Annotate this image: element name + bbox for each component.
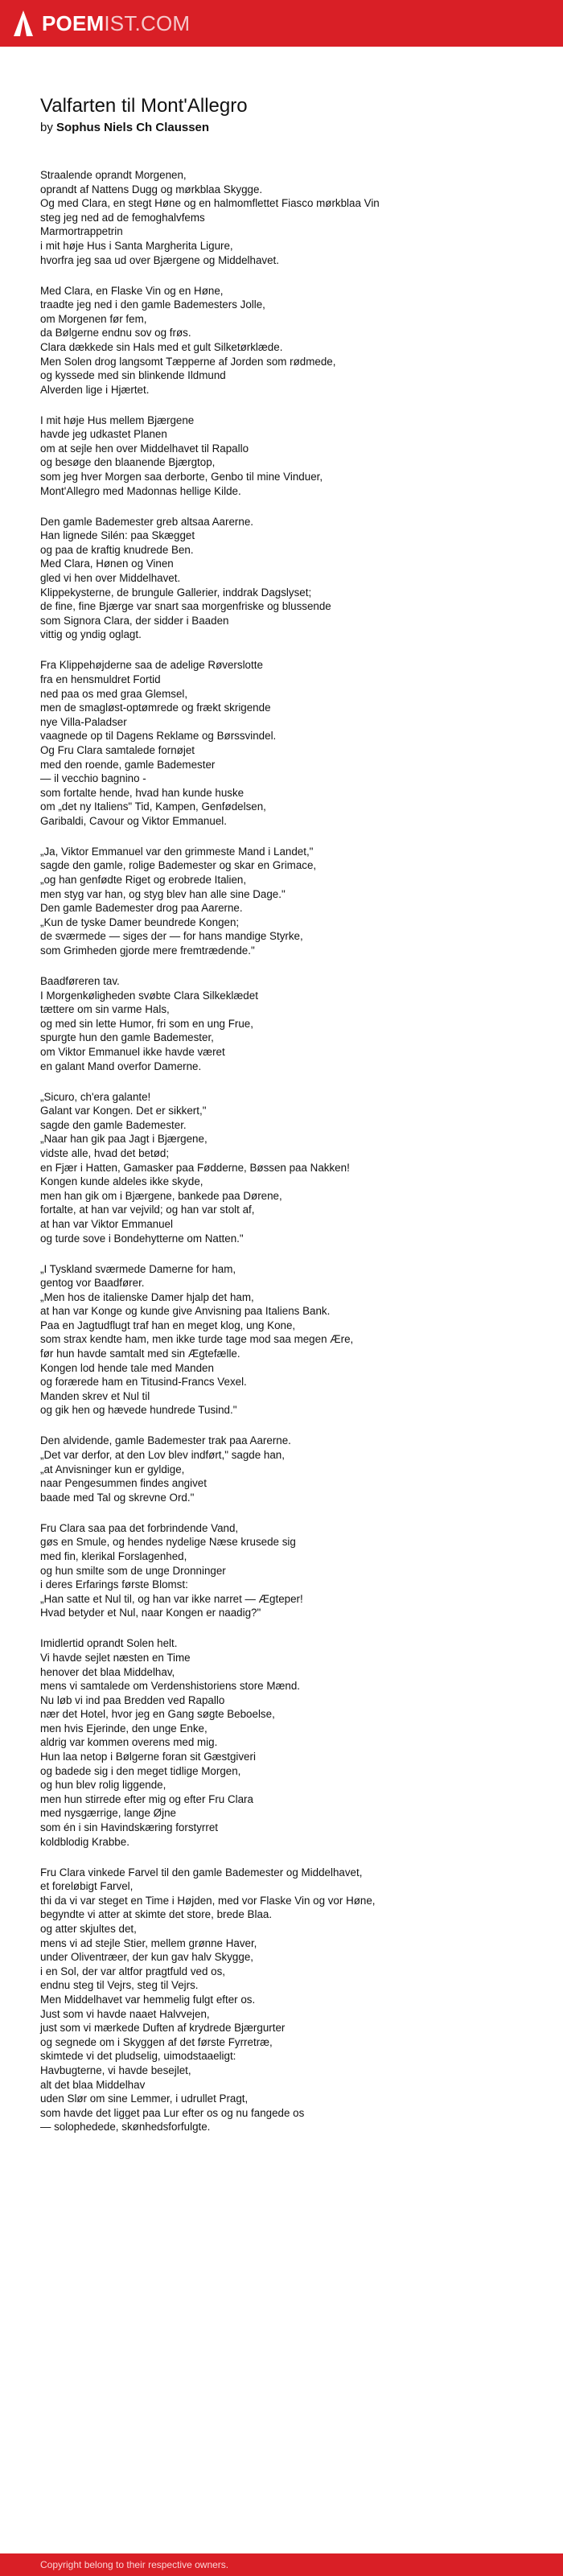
- poem-line: hvorfra jeg saa ud over Bjærgene og Middelhavet.: [40, 253, 280, 266]
- poem-line: men hvis Ejerinde, den unge Enke,: [40, 1722, 208, 1734]
- poem-line: fra en hensmuldret Fortid: [40, 673, 161, 685]
- poem-line: under Oliventræer, der kun gav halv Skygge,: [40, 1951, 253, 1964]
- poem-line: at han var Konge og kunde give Anvisning paa Italiens Bank.: [40, 1305, 331, 1318]
- poem-line: „Kun de tyske Damer beundrede Kongen;: [40, 916, 240, 928]
- poem-stanza: [40, 1636, 539, 1849]
- poem-line: men styg var han, og styg blev han alle sine Dage.": [40, 887, 286, 900]
- poem-line: „Det var derfor, at den Lov blev indført," sagde han,: [40, 1449, 285, 1462]
- poem-line: en galant Mand overfor Damerne.: [40, 1060, 202, 1072]
- poem-line: Galant var Kongen. Det er sikkert,": [40, 1105, 207, 1117]
- poem-line: koldblodig Krabbe.: [40, 1835, 129, 1848]
- poem-line: Garibaldi, Cavour og Viktor Emmanuel.: [40, 814, 227, 827]
- poem-line: Fru Clara saa paa det forbrindende Vand,: [40, 1521, 239, 1534]
- poem-line: Clara dækkede sin Hals med et gult Silketørklæde.: [40, 340, 283, 353]
- poem-line: Imidlertid oprandt Solen helt.: [40, 1637, 178, 1650]
- poem-line: som havde det ligget paa Lur efter os og nu fangede os: [40, 2106, 305, 2119]
- poem-line: Fru Clara vinkede Farvel til den gamle Bademester og Middelhavet,: [40, 1866, 363, 1879]
- poem-line: Den gamle Bademester drog paa Aarerne.: [40, 902, 243, 915]
- poem-line: og med sin lette Humor, fri som en ung Frue,: [40, 1017, 253, 1030]
- poem-line: og gik hen og hævede hundrede Tusind.": [40, 1404, 237, 1417]
- poem-stanza: [40, 1262, 539, 1418]
- poem-line: i en Sol, der var altfor pragtfuld ved os,: [40, 1965, 225, 1977]
- poem-line: Straalende oprandt Morgenen,: [40, 169, 187, 181]
- poem-line: „Han satte et Nul til, og han var ikke narret — Ægteper!: [40, 1592, 303, 1605]
- poem-line: begyndte vi atter at skimte det store, brede Blaa.: [40, 1908, 273, 1921]
- poem-line: en Fjær i Hatten, Gamasker paa Fødderne, Bøssen paa Nakken!: [40, 1161, 350, 1174]
- poem-line: men de smagløst-optømrede og frækt skrigende: [40, 702, 271, 714]
- poem-line: I Morgenkøligheden svøbte Clara Silkeklædet: [40, 989, 258, 1002]
- poem-line: om Morgenen før fem,: [40, 312, 147, 325]
- poem-line: og besøge den blaanende Bjærgtop,: [40, 456, 216, 469]
- poem-line: som jeg hver Morgen saa derborte, Genbo til mine Vinduer,: [40, 471, 323, 484]
- poem-line: Hun laa netop i Bølgerne foran sit Gæstgiveri: [40, 1751, 256, 1763]
- poem-line: at han var Viktor Emmanuel: [40, 1217, 173, 1230]
- poem-line: endnu steg til Vejrs, steg til Vejrs.: [40, 1979, 199, 1992]
- poem-line: Kongen kunde aldeles ikke skyde,: [40, 1175, 203, 1188]
- poem-stanza: [40, 168, 539, 267]
- poem-line: henover det blaa Middelhav,: [40, 1665, 175, 1678]
- poem-line: og paa de kraftig knudrede Ben.: [40, 543, 194, 556]
- poem-title: Valfarten til Mont'Allegro: [40, 95, 248, 117]
- poem-line: Kongen lod hende tale med Manden: [40, 1361, 214, 1374]
- poem-line: „I Tyskland sværmede Damerne for ham,: [40, 1262, 236, 1275]
- poem-line: vaagnede op til Dagens Reklame og Børssvindel.: [40, 730, 277, 743]
- poem-stanza: [40, 1521, 539, 1620]
- poem-stanza: [40, 845, 539, 958]
- poem-line: men han gik om i Bjærgene, bankede paa Dørene,: [40, 1189, 282, 1202]
- poem-line: da Bølgerne endnu sov og frøs.: [40, 327, 191, 339]
- poem-line: som Grimheden gjorde mere fremtrædende.": [40, 944, 255, 957]
- poem-line: som Signora Clara, der sidder i Baaden: [40, 614, 229, 627]
- poem-line: — il vecchio bagnino -: [40, 772, 146, 785]
- poem-line: de fine, fine Bjærge var snart saa morgenfriske og blussende: [40, 600, 331, 613]
- poem-line: „Naar han gik paa Jagt i Bjærgene,: [40, 1133, 208, 1146]
- poem-line: med den roende, gamle Bademester: [40, 758, 216, 771]
- poem-line: i deres Erfarings første Blomst:: [40, 1578, 188, 1591]
- poem-byline: [40, 120, 539, 136]
- poem-line: Fra Klippehøjderne saa de adelige Røverslotte: [40, 659, 263, 672]
- poem-line: gentog vor Baadfører.: [40, 1277, 145, 1290]
- poem-line: spurgte hun den gamle Bademester,: [40, 1031, 214, 1044]
- poem-line: og turde sove i Bondehytterne om Natten.": [40, 1232, 244, 1245]
- poem-line: vidste alle, hvad det betød;: [40, 1146, 170, 1159]
- poem-line: Og med Clara, en stegt Høne og en halmomflettet Fiasco mørkblaa Vin: [40, 197, 380, 210]
- poem-line: og badede sig i den meget tidlige Morgen,: [40, 1764, 241, 1777]
- site-logo-link[interactable]: [13, 0, 190, 47]
- poem-line: de sværmede — siges der — for hans mandige Styrke,: [40, 930, 303, 943]
- poem-stanza: [40, 284, 539, 397]
- poem-line: Og Fru Clara samtalede fornøjet: [40, 743, 195, 756]
- poem-line: Paa en Jagtudflugt traf han en meget klog, ung Kone,: [40, 1319, 296, 1331]
- poem-line: Just som vi havde naaet Halvvejen,: [40, 2007, 210, 2020]
- logo-text-light: IST.COM: [104, 11, 191, 35]
- poem-line: Mont'Allegro med Madonnas hellige Kilde.: [40, 484, 241, 497]
- poem-line: Den alvidende, gamle Bademester trak paa Aarerne.: [40, 1434, 291, 1447]
- poem-line: Men Solen drog langsomt Tæpperne af Jorden som rødmede,: [40, 355, 336, 368]
- poem-line: og forærede ham en Titusind-Francs Vexel.: [40, 1376, 247, 1389]
- poem-line: og atter skjultes det,: [40, 1923, 137, 1935]
- poem-line: Hvad betyder et Nul, naar Kongen er naadig?": [40, 1607, 261, 1619]
- poem-line: sagde den gamle, rolige Bademester og skar en Grimace,: [40, 859, 317, 872]
- poem-line: og segnede om i Skyggen af det første Fyrretræ,: [40, 2035, 273, 2048]
- poem-line: gled vi hen over Middelhavet.: [40, 572, 181, 585]
- poem-line: før hun havde samtalt med sin Ægtefælle.: [40, 1348, 240, 1360]
- author-link[interactable]: Sophus Niels Ch Claussen: [56, 121, 210, 134]
- poem-line: Klippekysterne, de brungule Gallerier, inddrak Dagslyset;: [40, 586, 312, 599]
- site-footer: [0, 2553, 563, 2576]
- poem-line: Baadføreren tav.: [40, 975, 120, 988]
- byline-label: by: [40, 121, 53, 134]
- poem-line: „Ja, Viktor Emmanuel var den grimmeste Mand i Landet,": [40, 845, 314, 858]
- poem-line: og kyssede med sin blinkende Ildmund: [40, 369, 226, 382]
- site-header: [0, 0, 563, 47]
- poem-line: fortalte, at han var vejvild; og han var stolt af,: [40, 1204, 255, 1216]
- poem-line: traadte jeg ned i den gamle Bademesters Jolle,: [40, 298, 265, 311]
- poem-line: som én i sin Havindskæring forstyrret: [40, 1821, 219, 1834]
- poem-line: Nu løb vi ind paa Bredden ved Rapallo: [40, 1693, 225, 1706]
- poem-line: havde jeg udkastet Planen: [40, 428, 167, 441]
- poem-line: ned paa os med graa Glemsel,: [40, 687, 188, 700]
- poem-line: med fin, klerikal Forslagenhed,: [40, 1549, 187, 1562]
- poem-line: „Sicuro, ch'era galante!: [40, 1090, 151, 1103]
- poem-line: alt det blaa Middelhav: [40, 2078, 146, 2091]
- poem-line: om „det ny Italiens" Tid, Kampen, Genfødelsen,: [40, 800, 266, 813]
- poem-line: Manden skrev et Nul til: [40, 1389, 150, 1402]
- poem-line: steg jeg ned ad de femoghalvfems: [40, 211, 205, 224]
- poem-body: [40, 168, 539, 2134]
- site-logo-text: [42, 0, 190, 47]
- poem-line: mens vi ad stejle Stier, mellem grønne Haver,: [40, 1936, 257, 1949]
- poem-line: i mit høje Hus i Santa Margherita Ligure,: [40, 239, 233, 252]
- poem-line: „og han genfødte Riget og erobrede Italien,: [40, 874, 247, 887]
- poem-line: som strax kendte ham, men ikke turde tage mod saa megen Ære,: [40, 1333, 354, 1346]
- poem-line: just som vi mærkede Duften af krydrede Bjærgurter: [40, 2022, 286, 2035]
- poem-line: Med Clara, Hønen og Vinen: [40, 558, 174, 570]
- poem-stanza: [40, 1434, 539, 1504]
- poem-stanza: [40, 658, 539, 828]
- poem-line: oprandt af Nattens Dugg og mørkblaa Skygge.: [40, 183, 263, 195]
- poem-line: „Men hos de italienske Damer hjalp det ham,: [40, 1290, 254, 1303]
- poem-stanza: [40, 974, 539, 1073]
- poem-line: Vi havde sejlet næsten en Time: [40, 1651, 191, 1664]
- poem-line: thi da vi var steget en Time i Højden, med vor Flaske Vin og vor Høne,: [40, 1894, 376, 1907]
- poem-content: [40, 95, 539, 2150]
- poem-line: og hun smilte som de unge Dronninger: [40, 1564, 226, 1577]
- poem-line: om at sejle hen over Middelhavet til Rapallo: [40, 442, 249, 455]
- poem-line: sagde den gamle Bademester.: [40, 1118, 187, 1131]
- poem-stanza: [40, 515, 539, 642]
- poem-stanza: [40, 414, 539, 499]
- poem-line: nye Villa-Paladser: [40, 715, 127, 728]
- poem-line: — solophedede, skønhedsforfulgte.: [40, 2121, 211, 2134]
- poem-line: gøs en Smule, og hendes nydelige Næse krusede sig: [40, 1536, 296, 1549]
- poem-line: vittig og yndig oglagt.: [40, 628, 142, 641]
- logo-text-bold: POEM: [42, 11, 105, 35]
- poem-stanza: [40, 1866, 539, 2134]
- poem-line: I mit høje Hus mellem Bjærgene: [40, 414, 195, 426]
- poem-line: som fortalte hende, hvad han kunde huske: [40, 786, 245, 799]
- poem-line: Marmortrappetrin: [40, 225, 123, 238]
- poem-line: „at Anvisninger kun er gyldige,: [40, 1463, 185, 1475]
- poem-line: Men Middelhavet var hemmelig fulgt efter os.: [40, 1993, 256, 2006]
- poem-line: nær det Hotel, hvor jeg en Gang søgte Beboelse,: [40, 1708, 275, 1721]
- poem-line: et foreløbigt Farvel,: [40, 1880, 134, 1893]
- poem-line: med nysgærrige, lange Øjne: [40, 1807, 176, 1820]
- poem-line: Den gamle Bademester greb altsaa Aarerne.: [40, 515, 253, 528]
- quill-logo-icon: [13, 10, 34, 37]
- poem-line: skimtede vi det pludselig, uimodstaaeligt:: [40, 2050, 236, 2063]
- poem-line: Med Clara, en Flaske Vin og en Høne,: [40, 284, 224, 297]
- poem-line: om Viktor Emmanuel ikke havde været: [40, 1046, 225, 1058]
- poem-line: Han lignede Silén: paa Skægget: [40, 529, 195, 542]
- poem-line: uden Slør om sine Lemmer, i udrullet Pragt,: [40, 2092, 249, 2105]
- poem-line: baade med Tal og skrevne Ord.": [40, 1491, 195, 1504]
- poem-line: tættere om sin varme Hals,: [40, 1003, 170, 1016]
- poem-line: Havbugterne, vi havde besejlet,: [40, 2064, 191, 2076]
- poem-line: og hun blev rolig liggende,: [40, 1779, 166, 1792]
- poem-line: men hun stirrede efter mig og efter Fru Clara: [40, 1792, 253, 1805]
- poem-line: Alverden lige i Hjærtet.: [40, 383, 150, 396]
- copyright-text: Copyright belong to their respective owners.: [40, 2559, 229, 2570]
- poem-line: aldrig var kommen overens med mig.: [40, 1736, 218, 1749]
- poem-stanza: [40, 1090, 539, 1246]
- poem-line: naar Pengesummen findes angivet: [40, 1477, 207, 1490]
- poem-line: mens vi samtalede om Verdenshistoriens store Mænd.: [40, 1680, 301, 1693]
